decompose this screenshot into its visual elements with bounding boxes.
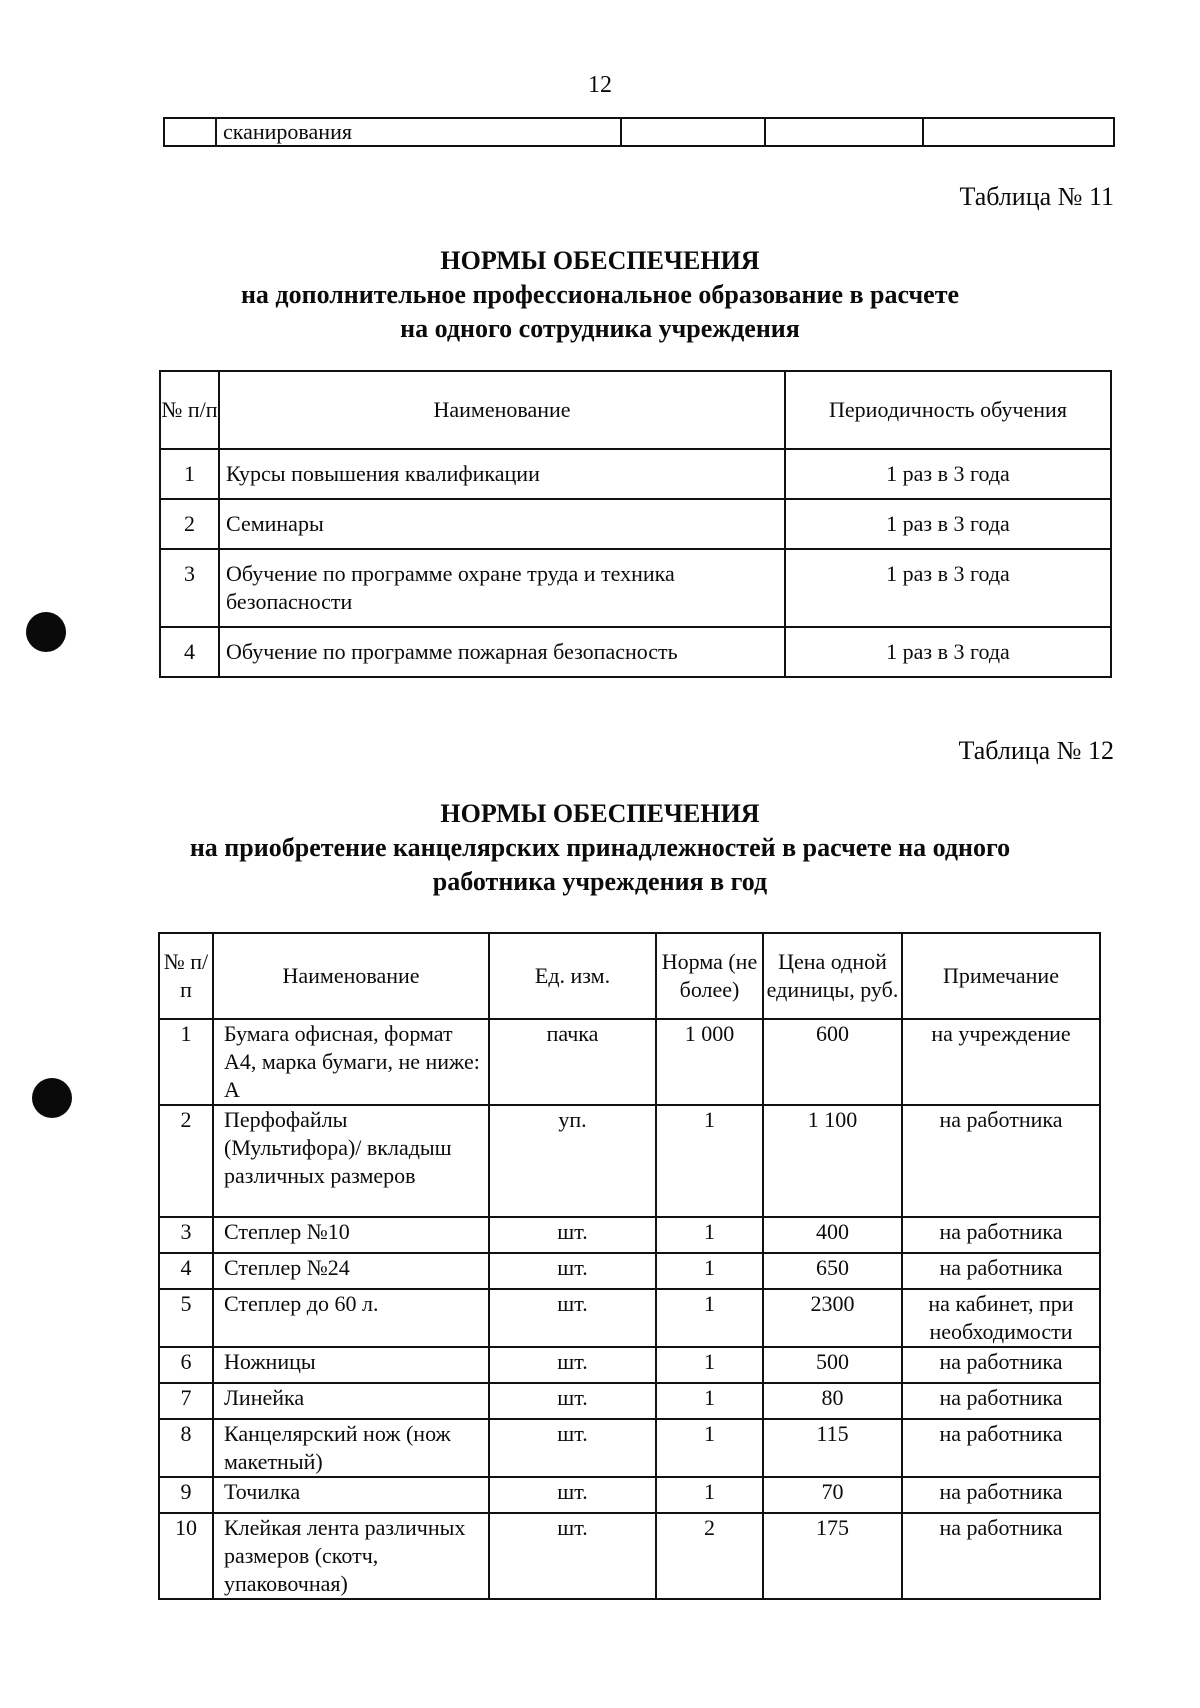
table-row	[159, 1253, 1100, 1289]
row-name: Точилка	[213, 1477, 489, 1513]
row-num: 8	[159, 1419, 213, 1477]
row-num: 1	[159, 1019, 213, 1105]
row-norm: 1	[656, 1419, 763, 1477]
row-num: 10	[159, 1513, 213, 1599]
punch-hole-mark	[26, 612, 66, 652]
row-name: Степлер до 60 л.	[213, 1289, 489, 1347]
row-note: на учреждение	[902, 1019, 1100, 1105]
row-norm: 1	[656, 1217, 763, 1253]
row-note: на работника	[902, 1383, 1100, 1419]
row-price: 175	[763, 1513, 902, 1599]
table-row	[164, 118, 1114, 146]
heading-line: НОРМЫ ОБЕСПЕЧЕНИЯ	[440, 246, 760, 275]
row-name: Клейкая лента различных размеров (скотч, упаковочная)	[213, 1513, 489, 1599]
heading-line: на одного сотрудника учреждения	[400, 314, 800, 343]
table-row	[160, 549, 1111, 627]
table-11	[159, 370, 1112, 678]
table-cell	[164, 118, 216, 146]
row-note: на работника	[902, 1105, 1100, 1217]
row-num: 1	[160, 449, 219, 499]
table-row	[159, 1217, 1100, 1253]
header-note: Примечание	[902, 933, 1100, 1019]
heading-line: НОРМЫ ОБЕСПЕЧЕНИЯ	[440, 799, 760, 828]
table-header-row	[159, 933, 1100, 1019]
table-row	[160, 627, 1111, 677]
row-name: Курсы повышения квалификации	[219, 449, 785, 499]
row-num: 6	[159, 1347, 213, 1383]
table-cell	[621, 118, 765, 146]
row-name: Бумага офисная, формат А4, марка бумаги, не ниже: А	[213, 1019, 489, 1105]
row-name: Канцелярский нож (нож макетный)	[213, 1419, 489, 1477]
row-num: 3	[160, 549, 219, 627]
table-cell	[923, 118, 1114, 146]
row-note: на работника	[902, 1347, 1100, 1383]
header-period: Периодичность обучения	[785, 371, 1111, 449]
row-price: 400	[763, 1217, 902, 1253]
row-unit: шт.	[489, 1383, 656, 1419]
row-name: Обучение по программе пожарная безопасность	[219, 627, 785, 677]
row-norm: 1	[656, 1105, 763, 1217]
table-11-heading	[0, 244, 1200, 346]
header-price: Цена одной единицы, руб.	[763, 933, 902, 1019]
header-name: Наименование	[213, 933, 489, 1019]
table-row	[159, 1383, 1100, 1419]
row-period: 1 раз в 3 года	[785, 549, 1111, 627]
row-name: Обучение по программе охране труда и техника безопасности	[219, 549, 785, 627]
row-note: на работника	[902, 1253, 1100, 1289]
row-norm: 1	[656, 1477, 763, 1513]
row-name: Перфофайлы (Мультифора)/ вкладыш различных размеров	[213, 1105, 489, 1217]
row-unit: пачка	[489, 1019, 656, 1105]
table-row	[159, 1289, 1100, 1347]
table-cell	[765, 118, 923, 146]
table-12	[158, 932, 1101, 1600]
punch-hole-mark	[32, 1078, 72, 1118]
heading-line: на приобретение канцелярских принадлежностей в расчете на одного	[189, 833, 1011, 862]
row-norm: 1 000	[656, 1019, 763, 1105]
row-note: на работника	[902, 1513, 1100, 1599]
row-note: на кабинет, при необходимости	[902, 1289, 1100, 1347]
row-name: Степлер №24	[213, 1253, 489, 1289]
table-12-label: Таблица № 12	[958, 736, 1114, 765]
row-note: на работника	[902, 1217, 1100, 1253]
table-row	[159, 1347, 1100, 1383]
row-unit: шт.	[489, 1513, 656, 1599]
row-num: 7	[159, 1383, 213, 1419]
header-num: № п/п	[160, 371, 219, 449]
row-price: 80	[763, 1383, 902, 1419]
row-price: 650	[763, 1253, 902, 1289]
row-name: Степлер №10	[213, 1217, 489, 1253]
row-num: 4	[159, 1253, 213, 1289]
previous-table-fragment	[163, 117, 1115, 147]
row-price: 2300	[763, 1289, 902, 1347]
row-num: 9	[159, 1477, 213, 1513]
row-price: 70	[763, 1477, 902, 1513]
header-norm: Норма (не более)	[656, 933, 763, 1019]
table-11-label: Таблица № 11	[959, 182, 1114, 211]
row-unit: шт.	[489, 1477, 656, 1513]
row-period: 1 раз в 3 года	[785, 499, 1111, 549]
row-norm: 1	[656, 1347, 763, 1383]
row-num: 5	[159, 1289, 213, 1347]
table-row	[159, 1419, 1100, 1477]
heading-line: на дополнительное профессиональное образование в расчете	[240, 280, 960, 309]
row-norm: 1	[656, 1383, 763, 1419]
row-note: на работника	[902, 1477, 1100, 1513]
table-row	[159, 1019, 1100, 1105]
heading-line: работника учреждения в год	[432, 867, 768, 896]
row-num: 3	[159, 1217, 213, 1253]
row-norm: 1	[656, 1253, 763, 1289]
row-name: Ножницы	[213, 1347, 489, 1383]
table-row	[160, 499, 1111, 549]
row-price: 1 100	[763, 1105, 902, 1217]
table-row	[159, 1477, 1100, 1513]
table-header-row	[160, 371, 1111, 449]
row-name: Линейка	[213, 1383, 489, 1419]
row-period: 1 раз в 3 года	[785, 627, 1111, 677]
row-note: на работника	[902, 1419, 1100, 1477]
row-name: Семинары	[219, 499, 785, 549]
row-norm: 1	[656, 1289, 763, 1347]
table-12-heading	[0, 797, 1200, 899]
header-name: Наименование	[219, 371, 785, 449]
header-unit: Ед. изм.	[489, 933, 656, 1019]
row-unit: шт.	[489, 1253, 656, 1289]
table-row	[160, 449, 1111, 499]
row-period: 1 раз в 3 года	[785, 449, 1111, 499]
table-row	[159, 1105, 1100, 1217]
row-unit: шт.	[489, 1419, 656, 1477]
row-num: 4	[160, 627, 219, 677]
table-row	[159, 1513, 1100, 1599]
table-cell: сканирования	[216, 118, 621, 146]
row-unit: шт.	[489, 1217, 656, 1253]
row-price: 600	[763, 1019, 902, 1105]
row-unit: шт.	[489, 1289, 656, 1347]
page-number: 12	[588, 72, 612, 98]
row-num: 2	[159, 1105, 213, 1217]
row-unit: шт.	[489, 1347, 656, 1383]
row-price: 500	[763, 1347, 902, 1383]
row-price: 115	[763, 1419, 902, 1477]
row-norm: 2	[656, 1513, 763, 1599]
row-num: 2	[160, 499, 219, 549]
header-num: № п/п	[159, 933, 213, 1019]
row-unit: уп.	[489, 1105, 656, 1217]
